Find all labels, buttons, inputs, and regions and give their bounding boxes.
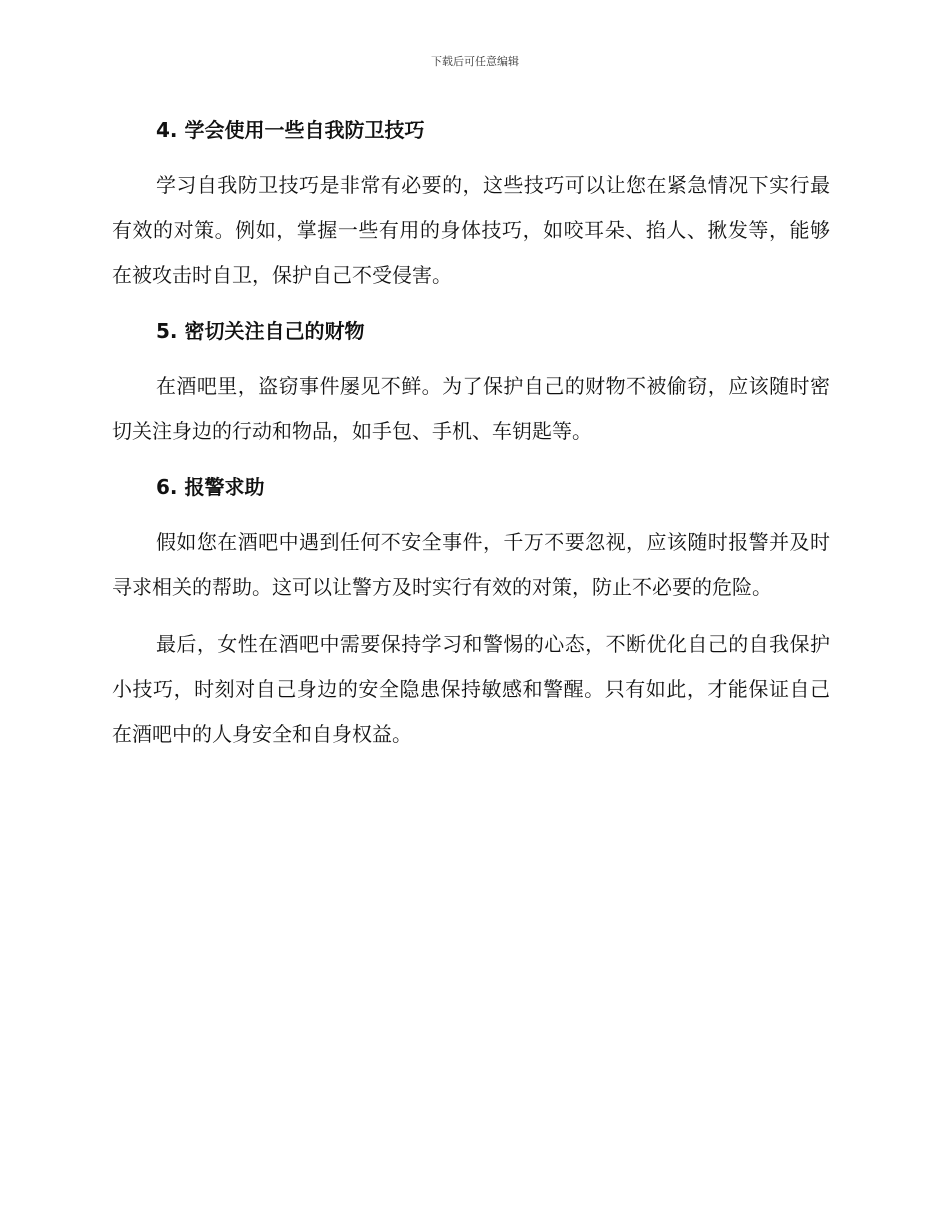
document-body: [112, 110, 830, 757]
section-heading-6: 6. 报警求助: [156, 475, 265, 499]
page-header: 下载后可任意编辑: [431, 55, 519, 68]
section-paragraph-5: 在酒吧里，盗窃事件屡见不鲜。为了保护自己的财物不被偷窃，应该随时密切关注身边的行动和物品，如手包、手机、车钥匙等。: [112, 374, 830, 443]
section-heading-5: 5. 密切关注自己的财物: [156, 319, 365, 343]
conclusion-paragraph: 最后，女性在酒吧中需要保持学习和警惕的心态，不断优化自己的自我保护小技巧，时刻对自己身边的安全隐患保持敏感和警醒。只有如此，才能保证自己在酒吧中的人身安全和自身权益。: [112, 632, 830, 746]
section-paragraph-4: 学习自我防卫技巧是非常有必要的，这些技巧可以让您在紧急情况下实行最有效的对策。例如，掌握一些有用的身体技巧，如咬耳朵、掐人、揪发等，能够在被攻击时自卫，保护自己不受侵害。: [112, 173, 830, 287]
section-paragraph-6: 假如您在酒吧中遇到任何不安全事件，千万不要忽视，应该随时报警并及时寻求相关的帮助。这可以让警方及时实行有效的对策，防止不必要的危险。: [112, 530, 830, 599]
section-heading-4: 4. 学会使用一些自我防卫技巧: [156, 118, 425, 142]
